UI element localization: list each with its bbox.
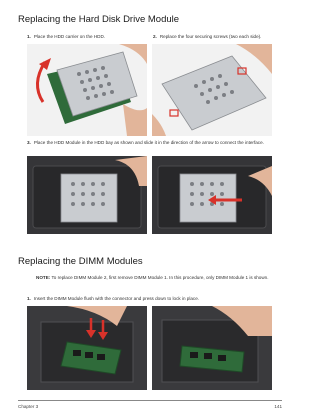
dimm-locked-illustration [152,306,272,390]
photo-hdd-carrier [27,44,147,136]
footer-page-number: 141 [274,404,282,409]
photo-hdd-screws [152,44,272,136]
footer-chapter: Chapter 3 [18,404,39,409]
section-title-dimm: Replacing the DIMM Modules [18,256,143,267]
section-title-hdd: Replacing the Hard Disk Drive Module [18,14,180,25]
hdd-screws-illustration [152,44,272,136]
dimm-insert-illustration [27,306,147,390]
photo-hdd-bay [27,156,147,234]
step-1-dimm: 1. Insert the DIMM Module flush with the connector and press down to lock in place. [27,296,200,301]
hdd-carrier-illustration [27,44,147,136]
footer-rule [18,400,282,401]
hdd-bay-slide-illustration [152,156,272,234]
step-1-hdd: 1. Place the HDD carrier on the HDD. [27,34,106,39]
photo-dimm-locked [152,306,272,390]
note-dimm: NOTE: To replace DIMM Module 2, first remove DIMM Module 1. In this procedure, only DIMM Module 1 is shown. [36,275,269,280]
step-3-hdd: 3. Place the HDD Module in the HDD bay as shown and slide it in the direction of the arrow to connect the interface. [27,140,264,145]
photo-hdd-bay-slide [152,156,272,234]
step-2-hdd: 2. Replace the four securing screws (two each side). [153,34,262,39]
photo-dimm-insert [27,306,147,390]
hdd-bay-illustration [27,156,147,234]
